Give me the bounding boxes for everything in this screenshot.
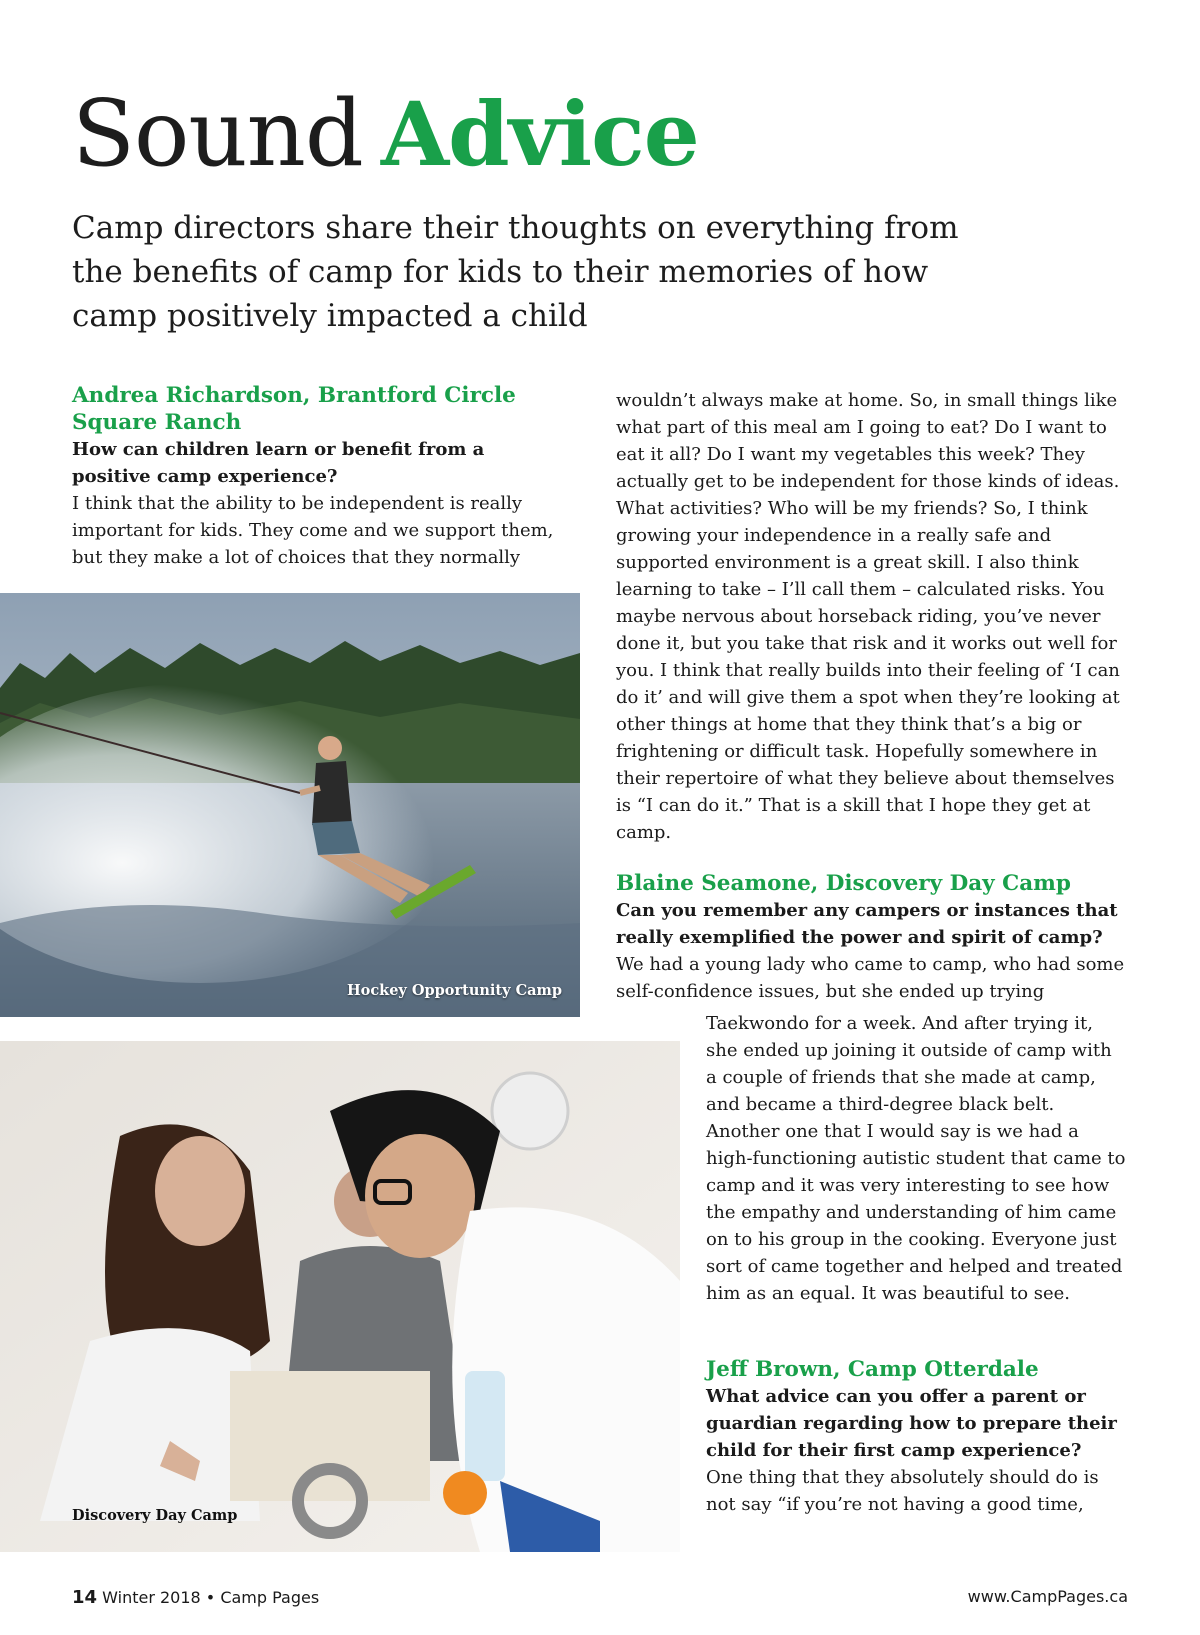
section2-continued bbox=[706, 1010, 1126, 1307]
headline-bold: Advice bbox=[380, 82, 699, 186]
headline bbox=[72, 80, 699, 187]
section1-answer-part1: I think that the ability to be independent is really important for kids. They come and we support them, but they make a lot of choices that they normally bbox=[72, 493, 554, 568]
section2-top bbox=[616, 870, 1126, 1005]
waterski-image bbox=[0, 593, 580, 1017]
section3 bbox=[706, 1356, 1126, 1518]
section3-answer: One thing that they absolutely should do is not say “if you’re not having a good time, bbox=[706, 1467, 1099, 1515]
page-number: 14 bbox=[72, 1587, 98, 1608]
section2-name: Blaine Seamone, Discovery Day Camp bbox=[616, 871, 1071, 896]
section3-name: Jeff Brown, Camp Otterdale bbox=[706, 1357, 1039, 1382]
section2-question: Can you remember any campers or instances that really exemplified the power and spirit of camp? bbox=[616, 900, 1118, 948]
section3-question: What advice can you offer a parent or guardian regarding how to prepare their child for their first camp experience? bbox=[706, 1386, 1117, 1461]
waterski-photo bbox=[0, 593, 580, 1017]
section1-answer-part2: wouldn’t always make at home. So, in small things like what part of this meal am I going to eat? Do I want to eat it all? Do I want my vegetables this week? They actually get to be independent for those kinds of ideas. What activities? Who will be my friends? So, I think growing your independence in a really safe and supported environment is a great skill. I also think learning to take – I’ll call them – calculated risks. You maybe nervous about horseback riding, you’ve never done it, but you take that risk and it works out well for you. I think that really builds into their feeling of ‘I can do it’ and will give them a spot when they’re looking at other things at home that they think that’s a big or frightening or difficult task. Hopefully somewhere in their repertoire of what they believe about themselves is “I can do it.” That is a skill that I hope they get at camp. bbox=[616, 390, 1120, 843]
section2-answer-part1: We had a young lady who came to camp, who had some self-confidence issues, but she ended up trying bbox=[616, 954, 1125, 1002]
section1-continued bbox=[616, 387, 1126, 846]
waterski-caption: Hockey Opportunity Camp bbox=[346, 982, 562, 999]
headline-light: Sound bbox=[72, 80, 363, 187]
section2-answer-part2: Taekwondo for a week. And after trying it, she ended up joining it outside of camp with a couple of friends that she made at camp, and became a third-degree black belt. Another one that I would say is we had a high-functioning autistic student that came to camp and it was very interesting to see how the empathy and understanding of him came on to his group in the cooking. Everyone just sort of came together and helped and treated him as an equal. It was beautiful to see. bbox=[706, 1013, 1126, 1304]
issue-label: Winter 2018 • Camp Pages bbox=[102, 1588, 320, 1607]
section1-name: Andrea Richardson, Brantford Circle Square Ranch bbox=[72, 383, 516, 435]
footer-url[interactable]: www.CampPages.ca bbox=[967, 1587, 1128, 1606]
section1-top bbox=[72, 382, 562, 571]
classroom-image bbox=[0, 1041, 680, 1552]
footer-left bbox=[72, 1587, 319, 1608]
classroom-caption: Discovery Day Camp bbox=[72, 1507, 238, 1524]
classroom-photo bbox=[0, 1041, 680, 1552]
deck-subtitle: Camp directors share their thoughts on everything from the benefits of camp for kids to their memories of how camp positively impacted a child bbox=[72, 210, 959, 334]
section1-question: How can children learn or benefit from a positive camp experience? bbox=[72, 439, 485, 487]
